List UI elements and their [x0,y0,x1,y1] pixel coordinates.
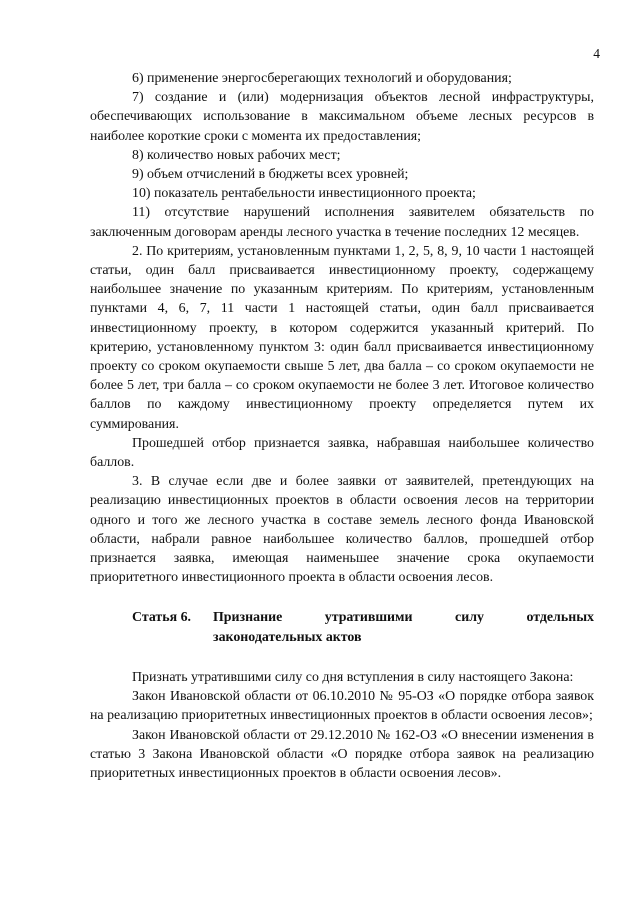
criterion-9: 9) объем отчислений в бюджеты всех уровней; [132,167,409,183]
repealed-law-1: Закон Ивановской области от 06.10.2010 № 95-ОЗ «О порядке отбора заявок на реализацию приоритетных инвестиционных проектов в области освоения лесов»; [90,689,594,724]
repeal-intro: Признать утратившими силу со дня вступления в силу настоящего Закона: [132,669,574,685]
criterion-6: 6) применение энергосберегающих технологий и оборудования; [132,71,512,86]
winner-paragraph: Прошедшей отбор признается заявка, набравшая наибольшее количество баллов. [90,435,594,471]
part-2-paragraph: 2. По критериям, установленным пунктами 1, 2, 5, 8, 9, 10 части 1 настоящей статьи, один балл присваивается инвестиционному проекту, содержащему наибольшее значение по указанным критериям. По критериям, установленным пунктами 4, 6, 7, 11 части 1 настоящей статьи, один балл присваивается инвестиционному проекту, в котором содержится указанный критерий. По критерию, установленному пунктом 3: один балл присваивается инвестиционному проекту со сроком окупаемости свыше 5 лет, два балла – со сроком окупаемости не более 5 лет, три балла – со сроком окупаемости не более 3 лет. Итоговое количество баллов по каждому инвестиционному проекту определяется путем их суммирования. [90,243,594,432]
page-number: 4 [593,46,600,61]
document-body [90,69,594,783]
article-title [213,608,594,646]
criterion-10: 10) показатель рентабельности инвестиционного проекта; [132,186,476,202]
article-heading [132,608,594,646]
article-title-line-2: законодательных актов [213,629,362,645]
article-number: Статья 6. [132,610,192,626]
criterion-11: 11) отсутствие нарушений исполнения заявителем обязательств по заключенным договорам аренды лесного участка в течение последних 12 месяцев. [90,205,594,240]
criterion-7: 7) создание и (или) модернизация объектов лесной инфраструктуры, обеспечивающих использование в максимальном объеме лесных ресурсов в наиболее короткие сроки с момента их предоставления; [90,90,594,144]
article-title-line-1: Признание утратившими силу отдельных [213,610,594,626]
criterion-8: 8) количество новых рабочих мест; [132,147,341,163]
repealed-law-2: Закон Ивановской области от 29.12.2010 № 162-ОЗ «О внесении изменения в статью 3 Закона Ивановской области «О порядке отбора заявок на реализацию приоритетных инвестиционных проектов в области освоения лесов». [90,727,594,781]
part-3-paragraph: 3. В случае если две и более заявки от заявителей, претендующих на реализацию инвестиционных проектов в области освоения лесов на территории одного и того же лесного участка в составе земель лесного фонда Ивановской области, набрали равное наибольшее количество баллов, прошедшей отбор признается заявка, имеющая наименьшее значение срока окупаемости приоритетного инвестиционного проекта в области освоения лесов. [90,474,594,586]
